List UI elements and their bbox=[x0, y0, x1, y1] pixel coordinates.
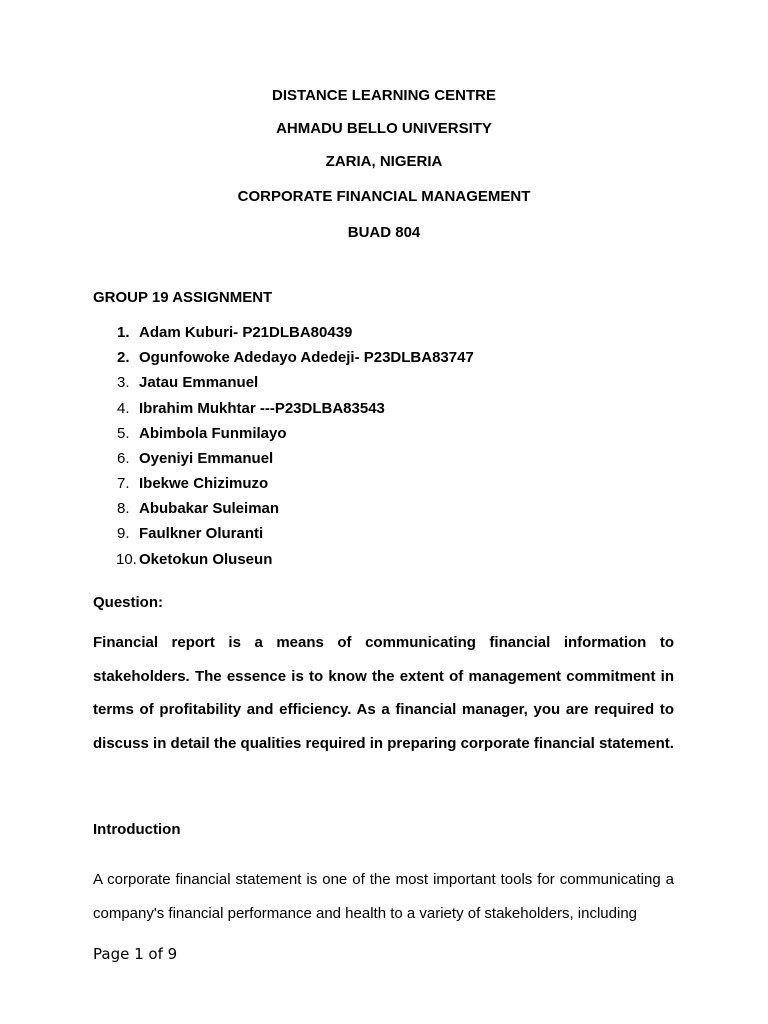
list-item-number: 10. bbox=[116, 551, 137, 568]
list-item-number: 8. bbox=[117, 500, 130, 517]
introduction-paragraph: A corporate financial statement is one of the most important tools for communicating a company's financial performance and health to a variety of stakeholders, including bbox=[93, 871, 674, 922]
list-item bbox=[93, 349, 693, 367]
question-paragraph: Financial report is a means of communicating financial information to stakeholders. The essence is to know the extent of management commitment in terms of profitability and efficiency. As a financial manager, you are required to discuss in detail the qualities required in preparing corporate financial statement. bbox=[93, 634, 674, 752]
list-item-name: Ibekwe Chizimuzo bbox=[139, 475, 269, 492]
list-item-number: 1. bbox=[117, 324, 130, 341]
list-item-name: Ibrahim Mukhtar ---P23DLBA83543 bbox=[139, 400, 385, 417]
course-code: BUAD 804 bbox=[347, 224, 421, 241]
list-item-number: 2. bbox=[117, 349, 130, 366]
page-number: Page 1 of 9 bbox=[93, 945, 178, 963]
list-item-number: 7. bbox=[117, 475, 130, 492]
list-item bbox=[93, 374, 693, 392]
list-item-name: Faulkner Oluranti bbox=[139, 525, 264, 542]
location: ZARIA, NIGERIA bbox=[325, 153, 443, 170]
list-item bbox=[93, 551, 693, 569]
introduction-heading: Introduction bbox=[93, 821, 181, 838]
list-item bbox=[93, 525, 693, 543]
list-item-name: Oyeniyi Emmanuel bbox=[139, 450, 274, 467]
list-item-name: Abubakar Suleiman bbox=[139, 500, 280, 517]
list-item bbox=[93, 500, 693, 518]
list-item-name: Adam Kuburi- P21DLBA80439 bbox=[139, 324, 353, 341]
university-name: AHMADU BELLO UNIVERSITY bbox=[276, 120, 492, 137]
list-item bbox=[93, 324, 693, 342]
list-item-number: 9. bbox=[117, 525, 130, 542]
list-item-name: Ogunfowoke Adedayo Adedeji- P23DLBA83747 bbox=[139, 349, 474, 366]
list-item-number: 5. bbox=[117, 425, 130, 442]
list-item bbox=[93, 400, 693, 418]
list-item-name: Abimbola Funmilayo bbox=[139, 425, 287, 442]
list-item-name: Jatau Emmanuel bbox=[139, 374, 259, 391]
list-item-number: 6. bbox=[117, 450, 130, 467]
list-item bbox=[93, 450, 693, 468]
list-item bbox=[93, 425, 693, 443]
list-item-number: 4. bbox=[117, 400, 130, 417]
list-item-name: Oketokun Oluseun bbox=[139, 551, 273, 568]
question-heading: Question: bbox=[93, 594, 163, 611]
list-item bbox=[93, 475, 693, 493]
institution-name: DISTANCE LEARNING CENTRE bbox=[272, 87, 496, 104]
list-item-number: 3. bbox=[117, 374, 130, 391]
course-title: CORPORATE FINANCIAL MANAGEMENT bbox=[237, 188, 531, 205]
group-title: GROUP 19 ASSIGNMENT bbox=[93, 289, 273, 306]
